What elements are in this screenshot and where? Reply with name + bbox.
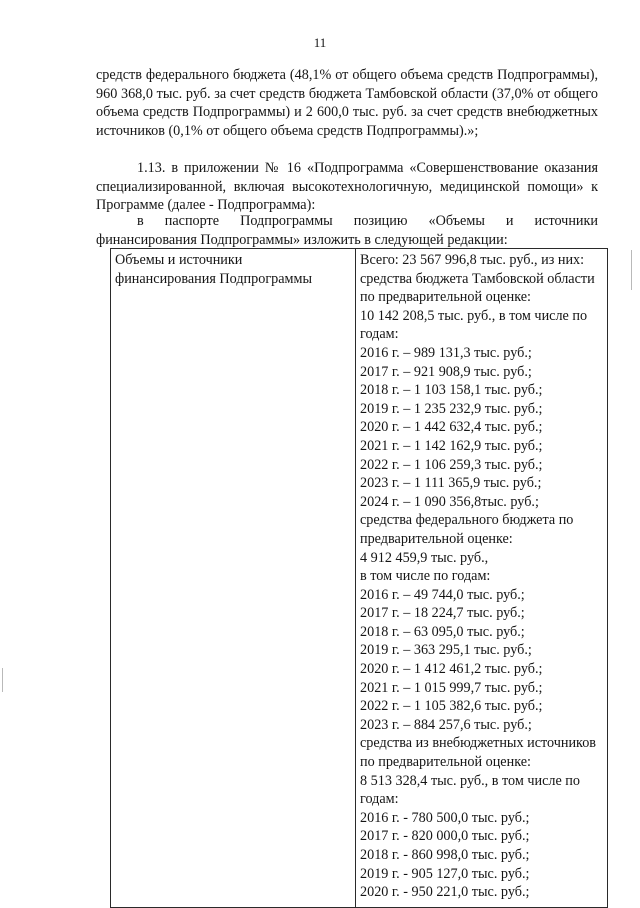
funding-value-line: 2021 г. – 1 015 999,7 тыс. руб.; (360, 679, 543, 696)
funding-value-line: 2024 г. – 1 090 356,8тыс. руб.; (360, 493, 539, 510)
funding-value-line: 8 513 328,4 тыс. руб., в том числе по (360, 772, 580, 789)
funding-value-line: 10 142 208,5 тыс. руб., в том числе по (360, 307, 588, 324)
funding-value-line: 2017 г. – 18 224,7 тыс. руб.; (360, 605, 525, 622)
funding-label-line-1: Объемы и источники (115, 252, 243, 268)
funding-label-line-2: финансирования Подпрограммы (115, 270, 313, 287)
funding-value-line: 2019 г. – 1 235 232,9 тыс. руб.; (360, 400, 543, 417)
funding-value-line: 2016 г. – 49 744,0 тыс. руб.; (360, 586, 525, 603)
funding-value-line: 2017 г. – 921 908,9 тыс. руб.; (360, 363, 532, 380)
scan-edge-mark (631, 250, 632, 290)
funding-value-line: 2022 г. – 1 105 382,6 тыс. руб.; (360, 698, 543, 715)
funding-value-line: по предварительной оценке: (360, 289, 531, 306)
page-number: 11 (313, 35, 327, 50)
funding-value-line: 2020 г. – 1 442 632,4 тыс. руб.; (360, 419, 543, 436)
funding-value-line: Всего: 23 567 996,8 тыс. руб., из них: (360, 252, 585, 268)
funding-value-line: 2023 г. – 1 111 365,9 тыс. руб.; (360, 475, 542, 492)
funding-label-cell (111, 249, 356, 908)
funding-value-line: средства из внебюджетных источников (360, 735, 597, 752)
scan-edge-mark (2, 668, 3, 692)
funding-value-line: средства бюджета Тамбовской области (360, 270, 595, 287)
funding-value-line: 2019 г. - 905 127,0 тыс. руб.; (360, 865, 530, 882)
funding-value-line: 2018 г. – 1 103 158,1 тыс. руб.; (360, 382, 543, 399)
funding-value-line: предварительной оценке: (360, 530, 513, 547)
funding-value-line: 4 912 459,9 тыс. руб., (360, 549, 489, 566)
funding-value-line: годам: (360, 326, 399, 343)
funding-values-cell (356, 249, 608, 908)
paragraph-passport-instruction (96, 212, 598, 249)
funding-value-line: средства федерального бюджета по (360, 512, 574, 529)
paragraph-appendix-16: 1.13. в приложении № 16 «Подпрограмма «Совершенствование оказания специализированной, включая высокотехнологичную, медицинской помощи» к Программе (далее - Подпрограмма): (96, 160, 598, 214)
funding-value-line: в том числе по годам: (360, 568, 491, 585)
funding-value-line: 2022 г. – 1 106 259,3 тыс. руб.; (360, 456, 543, 473)
funding-value-line: 2018 г. – 63 095,0 тыс. руб.; (360, 623, 525, 640)
funding-value-line: по предварительной оценке: (360, 754, 531, 771)
funding-value-line: 2018 г. - 860 998,0 тыс. руб.; (360, 847, 530, 863)
funding-value-line: 2017 г. - 820 000,0 тыс. руб.; (360, 828, 530, 845)
table-row (111, 249, 608, 908)
funding-value-line: 2016 г. – 989 131,3 тыс. руб.; (360, 344, 532, 361)
paragraph-funding-summary: средств федерального бюджета (48,1% от общего объема средств Подпрограммы), 960 368,0 тыс. руб. за счет средств бюджета Тамбовской области (37,0% от общего объема средств Подпрограммы) и 2 600,0 тыс. руб. за счет средств внебюджетных источников (0,1% от общего объема средств Подпрограммы).»; (96, 67, 598, 139)
funding-value-line: 2019 г. – 363 295,1 тыс. руб.; (360, 642, 532, 659)
funding-value-line: 2016 г. - 780 500,0 тыс. руб.; (360, 809, 530, 826)
funding-value-line: 2020 г. – 1 412 461,2 тыс. руб.; (360, 661, 543, 678)
funding-value-line: 2021 г. – 1 142 162,9 тыс. руб.; (360, 437, 543, 454)
funding-value-line: 2023 г. – 884 257,6 тыс. руб.; (360, 716, 532, 733)
funding-value-line: годам: (360, 791, 399, 808)
funding-value-line: 2020 г. - 950 221,0 тыс. руб.; (360, 884, 530, 901)
instruction-line-1: в паспорте Подпрограммы позицию «Объемы и источники (137, 213, 598, 229)
funding-table (110, 248, 608, 908)
instruction-line-2: финансирования Подпрограммы» изложить в следующей редакции: (96, 231, 508, 248)
